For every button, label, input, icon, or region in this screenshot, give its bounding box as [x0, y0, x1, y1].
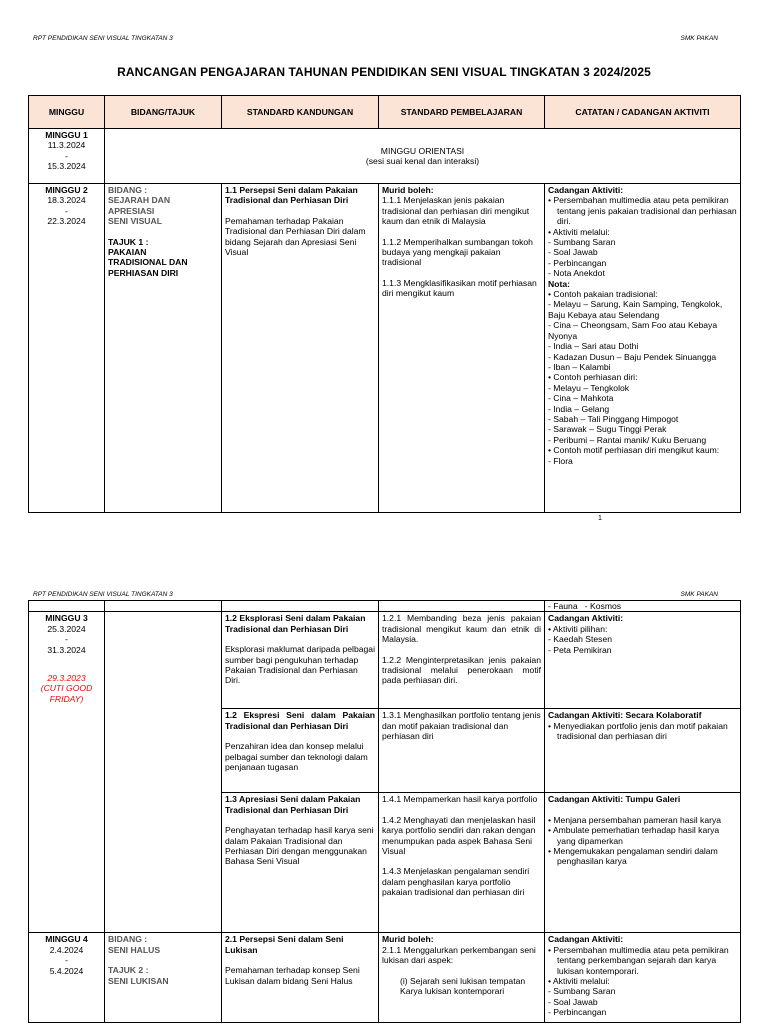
page-number: 1 — [598, 515, 602, 522]
table-header-row — [29, 96, 741, 129]
sp-item: 1.4.3 Menjelaskan pengalaman sendiri dalam penghasilan karya portfolio pakaian tradisional dan perhiasan diri — [382, 866, 530, 898]
cat-line: - Cina – Mahkota — [548, 393, 614, 404]
tajuk-line: PAKAIAN — [108, 247, 147, 258]
cont-cell — [29, 601, 105, 612]
cat-line: • Persembahan multimedia atau peta pemikiran tentang perkembangan sejarah dan karya lukisan kontemporari. — [548, 944, 729, 976]
week3c-catatan-cell — [545, 793, 741, 933]
cat-line: - Cina – Cheongsam, Sam Foo atau Kebaya Nyonya — [548, 320, 718, 341]
bidang-line: SENI VISUAL — [108, 216, 162, 227]
sk-body: Pemahaman terhadap Pakaian Tradisional dan Perhiasan Diri dalam bidang Sejarah dan Apresiasi Seni Visual — [225, 215, 366, 258]
tajuk-line: SENI LUKISAN — [108, 975, 169, 986]
week3-cell — [29, 612, 105, 933]
sp-title: Murid boleh: — [382, 185, 434, 195]
cat-line: • Menjana persembahan pameran hasil karya — [548, 814, 722, 825]
week2-sp-cell — [379, 184, 545, 513]
cat-line: • Contoh motif perhiasan diri mengikut kaum: — [548, 445, 720, 456]
sk-body: Eksplorasi maklumat daripada pelbagai sumber bagi pengukuhan terhadap Pakaian Tradisional dan Perhiasan Diri. — [225, 644, 375, 686]
week3c-sp-cell — [379, 793, 545, 933]
cat-line: - Fauna - Kosmos — [548, 601, 622, 611]
table-row-week1 — [29, 129, 741, 184]
sp-item: 1.4.1 Mempamerkan hasil karya portfolio — [382, 794, 538, 805]
week3-bidang-cell — [105, 612, 222, 933]
cat-line: - Sabah – Tali Pinggang Himpogot — [548, 413, 679, 424]
cat-line: • Aktiviti melalui: — [548, 226, 610, 237]
cat-line: • Ambulate pemerhatian terhadap hasil karya yang dipamerkan — [548, 825, 720, 846]
bidang-line: APRESIASI — [108, 205, 155, 216]
bidang-line: BIDANG : — [108, 934, 148, 945]
cat-line: - Perbincangan — [548, 257, 607, 268]
cat-line: - Sarawak – Sugu Tinggi Perak — [548, 424, 667, 435]
header-right: SMK PAKAN — [680, 35, 718, 42]
col-header-minggu: MINGGU — [29, 96, 105, 129]
table-row-week4 — [29, 933, 741, 1023]
cont-cell-catatan — [545, 601, 741, 612]
sk-title: 2.1 Persepsi Seni dalam Seni Lukisan — [225, 934, 344, 955]
document-title: RANCANGAN PENGAJARAN TAHUNAN PENDIDIKAN SENI VISUAL TINGKATAN 3 2024/2025 — [117, 65, 651, 79]
cat-line: Nota: — [548, 278, 570, 289]
week3-end: 31.3.2024 — [47, 644, 86, 655]
bidang-block — [108, 934, 218, 955]
week3c-sk-cell — [222, 793, 379, 933]
sk-body: Penghayatan terhadap hasil karya seni dalam Pakaian Tradisional dan Perhiasan Diri dengan menggunakan Bahasa Seni Visual — [225, 825, 374, 867]
holiday-name: (CUTI GOOD FRIDAY) — [40, 683, 93, 704]
sp-item: (i) Sejarah seni lukisan tempatan Karya lukisan kontemporari — [400, 975, 526, 997]
week3b-sk-cell — [222, 709, 379, 793]
sp-item: 1.4.2 Menghayati dan menjelaskan hasil karya portfolio sendiri dan rakan dengan menumpukan pada aspek Bahasa Seni Visual — [382, 814, 536, 857]
week4-start: 2.4.2024 — [49, 944, 84, 955]
page-2 — [0, 585, 768, 1024]
rpt-table-page-1 — [28, 95, 741, 513]
sk-title: 1.2 Ekspresi Seni dalam Pakaian Tradisional dan Perhiasan Diri — [225, 710, 375, 731]
orientation-subtitle: (sesi suai kenal dan interaksi) — [365, 156, 480, 166]
cat-line: - Melayu – Sarung, Kain Samping, Tengkolok, Baju Kebaya atau Selendang — [548, 299, 723, 320]
cont-cell — [379, 601, 545, 612]
bidang-line: SEJARAH DAN — [108, 195, 171, 206]
cat-line: • Menyediakan portfolio jenis dan motif pakaian tradisional dan perhiasan diri — [548, 720, 728, 742]
cat-line: - Iban – Kalambi — [548, 361, 611, 372]
spacer — [32, 655, 101, 673]
col-header-sk: STANDARD KANDUNGAN — [222, 96, 379, 129]
tajuk-line: TRADISIONAL DAN — [108, 257, 188, 268]
week3-label: MINGGU 3 — [45, 613, 88, 624]
sp-item: 1.1.1 Menjelaskan jenis pakaian tradisional dan perhiasan diri mengikut kaum dan etnik di Malaysia — [382, 195, 530, 227]
orientation-title: MINGGU ORIENTASI — [380, 145, 465, 156]
tajuk-line: TAJUK 1 : — [108, 236, 149, 247]
bidang-line: BIDANG : — [108, 185, 148, 195]
cat-line: - Soal Jawab — [548, 996, 598, 1007]
week2-sk-cell — [222, 184, 379, 513]
bidang-line: SENI HALUS — [108, 944, 161, 955]
sk-title: 1.2 Eksplorasi Seni dalam Pakaian Tradisional dan Perhiasan Diri — [225, 613, 366, 634]
week1-label: MINGGU 1 — [45, 130, 88, 140]
cont-cell — [105, 601, 222, 612]
week3b-sp-cell — [379, 709, 545, 793]
sk-body: Pemahaman terhadap konsep Seni Lukisan dalam bidang Seni Halus — [225, 965, 360, 986]
holiday-date: 29.3.2023 — [47, 673, 86, 684]
header-right: SMK PAKAN — [680, 591, 718, 598]
col-header-sp: STANDARD PEMBELAJARAN — [379, 96, 545, 129]
cat-line: Cadangan Aktiviti: — [548, 934, 624, 945]
header-left: RPT PENDIDIKAN SENI VISUAL TINGKATAN 3 — [33, 591, 173, 598]
cat-line: - Sumbang Saran — [548, 237, 616, 248]
header-left: RPT PENDIDIKAN SENI VISUAL TINGKATAN 3 — [33, 35, 173, 42]
cat-line: - Sumbang Saran — [548, 986, 616, 997]
week2-label: MINGGU 2 — [45, 185, 88, 195]
cat-line: - India – Sari atau Dothi — [548, 341, 639, 352]
sk-title: 1.3 Apresiasi Seni dalam Pakaian Tradisional dan Perhiasan Diri — [225, 794, 361, 815]
cat-line: • Aktiviti melalui: — [548, 976, 610, 987]
cat-line: - India – Gelang — [548, 403, 610, 414]
cat-line: - Perbincangan — [548, 1007, 607, 1018]
cat-line: - Soal Jawab — [548, 247, 598, 258]
week1-start: 11.3.2024 — [47, 140, 86, 151]
cat-line: - Kadazan Dusun – Baju Pendek Sinuangga — [548, 351, 717, 362]
page-gap — [0, 535, 768, 585]
cat-line: - Melayu – Tengkolok — [548, 382, 630, 393]
cat-line: • Aktiviti pilihan: — [548, 623, 608, 634]
bidang-block — [108, 185, 218, 227]
table-row-continuation — [29, 601, 741, 612]
rpt-table-page-2 — [28, 600, 741, 1023]
tajuk-line: PERHIASAN DIRI — [108, 267, 179, 278]
cat-line: - Peta Pemikiran — [548, 644, 612, 655]
cat-line: - Flora — [548, 455, 573, 466]
tajuk-block — [108, 965, 218, 986]
table-row-week2 — [29, 184, 741, 513]
sp-item: 1.2.1 Membanding beza jenis pakaian tradisional mengikut kaum dan etnik di Malaysia. — [382, 613, 541, 645]
tajuk-line: TAJUK 2 : — [108, 965, 149, 976]
sp-item: 1.1.3 Mengklasifikasikan motif perhiasan diri mengikut kaum — [382, 277, 537, 299]
week2-cell — [29, 184, 105, 513]
week4-sk-cell — [222, 933, 379, 1023]
week4-bidang-cell — [105, 933, 222, 1023]
cat-line: - Peribumi – Rantai manik/ Kuku Beruang — [548, 434, 707, 445]
col-header-bidang: BIDANG/TAJUK — [105, 96, 222, 129]
cat-line: Cadangan Aktiviti: Secara Kolaboratif — [548, 710, 702, 721]
cat-line: - Nota Anekdot — [548, 268, 605, 279]
cat-line: • Mengemukakan pengalaman sendiri dalam penghasilan karya — [548, 846, 718, 867]
sp-title: Murid boleh: — [382, 934, 434, 945]
table-row-week3-a — [29, 612, 741, 709]
week2-bidang-cell — [105, 184, 222, 513]
sp-item: 2.1.1 Menggalurkan perkembangan seni lukisan dari aspek: — [382, 944, 536, 966]
week4-label: MINGGU 4 — [45, 934, 88, 945]
cat-line: Cadangan Aktiviti: — [548, 613, 624, 624]
week3a-sp-cell — [379, 612, 545, 709]
sk-body: Penzahiran idea dan konsep melalui pelbagai sumber dan teknologi dalam penjanaan tugasan — [225, 741, 368, 773]
week4-catatan-cell — [545, 933, 741, 1023]
cat-line: Cadangan Aktiviti: — [548, 185, 624, 195]
week1-end: 15.3.2024 — [47, 161, 86, 172]
week3-dash: - — [65, 634, 68, 645]
tajuk-block — [108, 237, 218, 279]
week2-dash: - — [65, 205, 68, 216]
orientation-cell — [105, 129, 741, 184]
week1-cell — [29, 129, 105, 184]
sp-item: 1.1.2 Memperihalkan sumbangan tokoh budaya yang mengkaji pakaian tradisional — [382, 236, 533, 268]
cat-line: Cadangan Aktiviti: Tumpu Galeri — [548, 794, 681, 805]
cat-line: - Kaedah Stesen — [548, 634, 613, 645]
week4-dash: - — [65, 955, 68, 966]
sp-item: 1.2.2 Menginterpretasikan jenis pakaian tradisional melalui penerokaan motif pada perhiasan diri. — [382, 654, 541, 686]
week2-start: 18.3.2024 — [47, 195, 86, 206]
week3a-sk-cell — [222, 612, 379, 709]
cat-line: • Contoh pakaian tradisional: — [548, 289, 658, 300]
week3a-catatan-cell — [545, 612, 741, 709]
sk-title: 1.1 Persepsi Seni dalam Pakaian Tradisional dan Perhiasan Diri — [225, 185, 358, 206]
week3b-catatan-cell — [545, 709, 741, 793]
col-header-catatan: CATATAN / CADANGAN AKTIVITI — [545, 96, 741, 129]
cont-cell — [222, 601, 379, 612]
week4-end: 5.4.2024 — [49, 965, 84, 976]
week1-dash: - — [65, 150, 68, 161]
week2-catatan-cell — [545, 184, 741, 513]
week2-end: 22.3.2024 — [47, 216, 86, 227]
sp-item: 1.3.1 Menghasilkan portfolio tentang jenis dan motif pakaian tradisional dan perhiasan diri — [382, 710, 541, 742]
cat-line: • Contoh perhiasan diri: — [548, 372, 638, 383]
cat-line: • Persembahan multimedia atau peta pemikiran tentang jenis pakaian tradisional dan perhiasan diri. — [548, 195, 737, 227]
week4-sp-cell — [379, 933, 545, 1023]
week3-start: 25.3.2024 — [47, 623, 86, 634]
week4-cell — [29, 933, 105, 1023]
